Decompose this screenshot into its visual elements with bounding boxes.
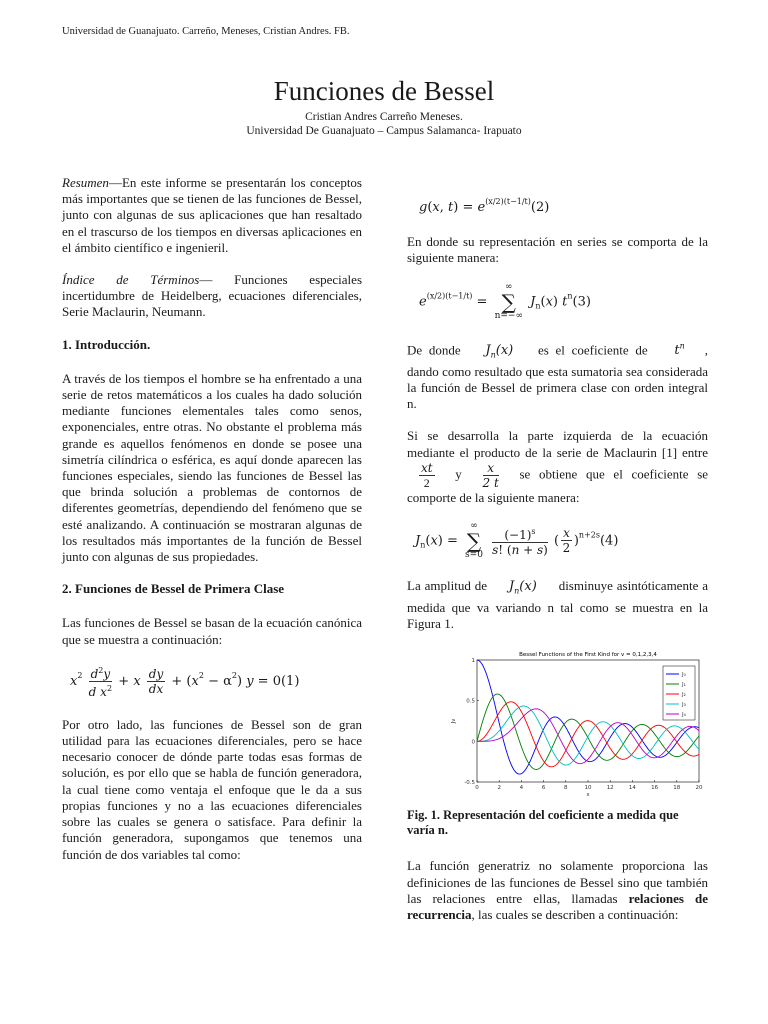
y-axis-label: Jν: [451, 718, 457, 724]
generatriz-paragraph: La función generatriz no solamente proporciona las definiciones de las funciones de Bessel sino que también las relaciones entre ellas, llamadas relaciones de recurrencia, las cuales se describen a continuación:: [407, 858, 709, 922]
x-tick-label: 12: [606, 785, 614, 792]
x-tick-label: 14: [628, 785, 636, 792]
index-terms-label: Índice de Términos: [62, 272, 200, 288]
legend-label-j1: J₁: [682, 682, 686, 689]
x-tick-label: 16: [651, 785, 659, 792]
x-tick-label: 2: [497, 785, 501, 792]
x-axis-label: x: [586, 792, 590, 799]
equation-1: $x^2$ $\frac{d^2y}{d x^2}$ + x $\frac{dy}{dx}$ + $(x^2 - \alpha^2) y = 0(1)$: [70, 665, 300, 699]
bessel-chart: [447, 648, 707, 798]
legend-label-j3: J₃: [682, 702, 686, 709]
abstract-text: —En este informe se presentarán los conceptos más importantes que se tienen de las funciones de Bessel, junto con algunas de sus aplicaciones que han resaltado en el trascurso de los tiempos en diversas aplicaciones en el ámbito científico e ingenieril.: [62, 175, 362, 255]
right-column: [407, 190, 708, 939]
abstract-label: Resumen: [62, 175, 109, 190]
intro-paragraph: A través de los tiempos el hombre se ha enfrentado a una serie de retos matemáticos a los cuales ha dado solución mediante funciones elementales tales como senos, exponenciales, entre otras. No obstante el problema más grande es aquellos fenómenos en donde se posee una simetría cilíndrica o esférica, es aquí donde aparecen las funciones especiales, siendo las funciones de Bessel las que brinda solución a problemas de contornos de diferentes geometrías, dependiendo del fenómeno que se esté analizando. A continuación se mostraran algunas de los resultados más importantes de la función de Bessel junto con algunas de sus propiedades.: [62, 370, 362, 565]
x-tick-label: 4: [519, 785, 524, 792]
y-tick-label: 1: [471, 658, 475, 665]
x-tick-label: 0: [475, 785, 479, 792]
series-paragraph: En donde su representación en series se comporta de la siguiente manera:: [407, 234, 708, 266]
s2-paragraph-1: Las funciones de Bessel se basan de la ecuación canónica que se muestra a continuación:: [62, 615, 362, 647]
figure-1: [407, 648, 708, 802]
y-tick-label: -0.5: [464, 780, 475, 787]
author-affiliation: Universidad De Guanajuato – Campus Salamanca- Irapuato: [246, 125, 522, 137]
eq1-label: (1): [280, 673, 300, 689]
section-2-title: 2. Funciones de Bessel de Primera Clase: [62, 581, 285, 597]
legend-label-j2: J₂: [682, 692, 686, 699]
s2-paragraph-2: Por otro lado, las funciones de Bessel son de gran utilidad para las ecuaciones diferenciales, pero se hace necesario conocer de dónde parte todas esas formas de solución, es por ello que se habla de función generadora, la cual tiene como ventaja el enfoque que le da a sus propias funciones y no a las ecuaciones diferenciales sobre las cuales se genera o satisface. Para definir la función generadora, supongamos que tenemos una función de dos variables tal como:: [62, 716, 362, 862]
x-tick-label: 6: [541, 785, 546, 792]
section-intro-title: 1. Introducción.: [62, 336, 151, 352]
abstract: [62, 175, 362, 256]
paper-title: Funciones de Bessel: [273, 76, 495, 106]
author-name: Cristian Andres Carreño Meneses.: [305, 111, 463, 123]
amplitude-paragraph: La amplitud de $J_n(x)$ disminuye asintóticamente a medida que va variando n tal como se muestra en la Figura 1.: [407, 577, 709, 631]
author-block: [0, 110, 768, 138]
eq2-label: (2): [530, 200, 550, 215]
jn-paragraph: De donde $J_n(x)$ es el coeficiente de $t^n$ , dando como resultado que esta sumatoria sea considerada la función de Bessel de primera clase con orden integral n.: [407, 341, 709, 412]
y-tick-label: 0: [471, 739, 475, 746]
legend-label-j4: J₄: [682, 712, 686, 719]
y-tick-label: 0.5: [466, 698, 475, 705]
equation-3: $e^{(x/2)(t-1/t)}$ = ∞ ∑ n=−∞ $J_n(x)$ $t^n(3)$: [419, 281, 591, 321]
eq4-label: (4): [599, 533, 619, 549]
running-head: Universidad de Guanajuato. Carreño, Meneses, Cristian Andres. FB.: [62, 26, 350, 37]
maclaurin-paragraph: Si se desarrolla la parte izquierda de la ecuación mediante el producto de la serie de Maclaurin [1] entre $\frac{xt}{2}$ y $\frac{x}{2 t}$ se obtiene que el coeficiente se comporte de la siguiente manera:: [407, 428, 709, 505]
index-terms: [62, 272, 362, 321]
legend-label-j0: J₀: [682, 672, 686, 679]
x-tick-label: 10: [584, 785, 592, 792]
chart-title: Bessel Functions of the First Kind for v = 0,1,2,3,4: [519, 652, 657, 659]
x-tick-label: 20: [695, 785, 703, 792]
figure-1-caption: Fig. 1. Representación del coeficiente a medida que varía n.: [407, 808, 679, 838]
left-column: [62, 175, 362, 879]
index-terms-text: — Funciones especiales incertidumbre de Heidelberg, ecuaciones diferenciales, Serie Maclaurin, Neumann.: [62, 272, 362, 320]
x-tick-label: 18: [673, 785, 681, 792]
x-tick-label: 8: [564, 785, 568, 792]
equation-2: g(x, $t) = e^{(x/2)(t-1/t)}(2)$: [419, 197, 550, 215]
equation-4: $J_n(x)$ = ∞ ∑ s=0 $\frac{(-1)^s}{s! (n + s)}$ ( $\frac{x}{2}$ )$^{n+2s}$(4): [415, 520, 619, 560]
eq3-label: (3): [572, 294, 591, 310]
